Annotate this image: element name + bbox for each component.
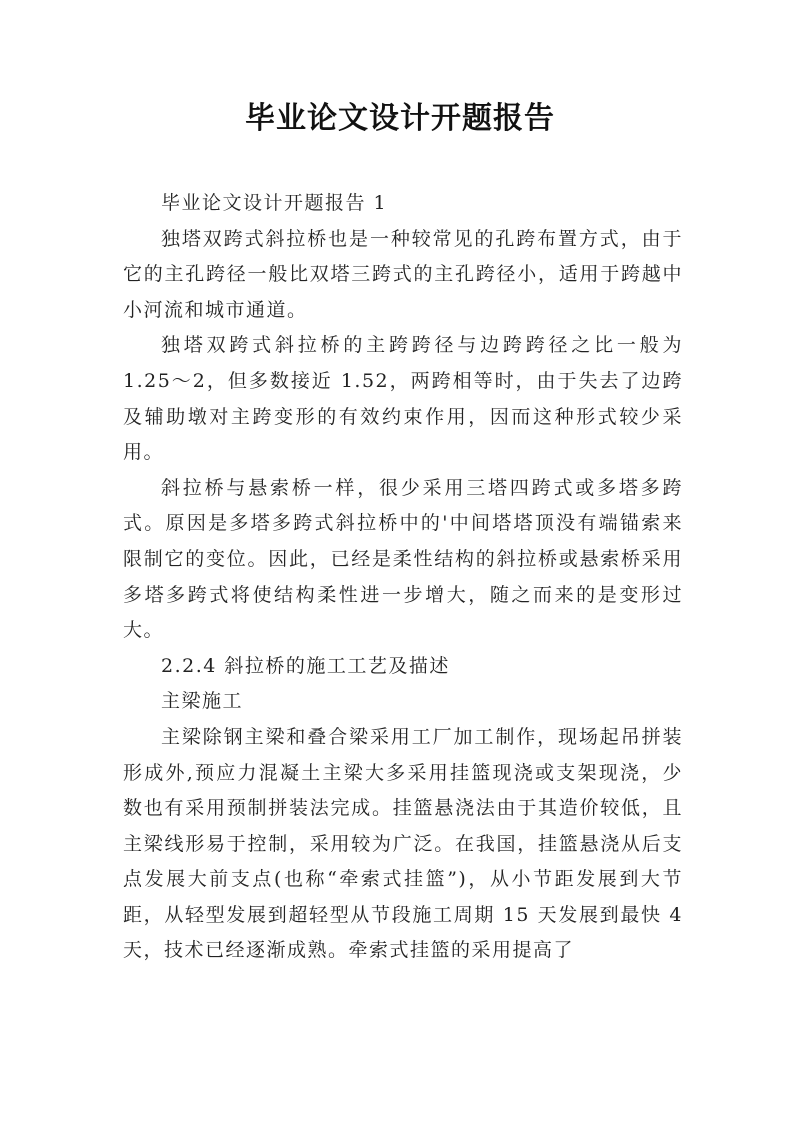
body-paragraph: 独塔双跨式斜拉桥也是一种较常见的孔跨布置方式，由于它的主孔跨径一般比双塔三跨式的主孔跨径小，适用于跨越中小河流和城市通道。 xyxy=(123,227,683,321)
document-body xyxy=(123,186,683,969)
body-paragraph: 主梁除钢主梁和叠合梁采用工厂加工制作，现场起吊拼装形成外,预应力混凝土主梁大多采用挂篮现浇或支架现浇，少数也有采用预制拼装法完成。挂篮悬浇法由于其造价较低，且主梁线形易于控制，采用较为广泛。在我国，挂篮悬浇从后支点发展大前支点(也称“牵索式挂篮”)，从小节距发展到大节距，从轻型发展到超轻型从节段施工周期 15 天发展到最快 4 天，技术已经逐渐成熟。牵索式挂篮的采用提高了 xyxy=(123,725,683,962)
section-heading: 毕业论文设计开题报告 1 xyxy=(161,192,388,214)
body-paragraph: 斜拉桥与悬索桥一样，很少采用三塔四跨式或多塔多跨式。原因是多塔多跨式斜拉桥中的'中间塔塔顶没有端锚索来限制它的变位。因此，已经是柔性结构的斜拉桥或悬索桥采用多塔多跨式将使结构柔性进一步增大，随之而来的是变形过大。 xyxy=(123,476,683,642)
subsection-heading: 2.2.4 斜拉桥的施工工艺及描述 xyxy=(161,654,450,677)
subsection-heading: 主梁施工 xyxy=(161,690,244,713)
document-title: 毕业论文设计开题报告 xyxy=(245,101,555,136)
body-paragraph: 独塔双跨式斜拉桥的主跨跨径与边跨跨径之比一般为 1.25～2，但多数接近 1.52，两跨相等时，由于失去了边跨及辅助墩对主跨变形的有效约束作用，因而这种形式较少采用。 xyxy=(123,334,683,464)
